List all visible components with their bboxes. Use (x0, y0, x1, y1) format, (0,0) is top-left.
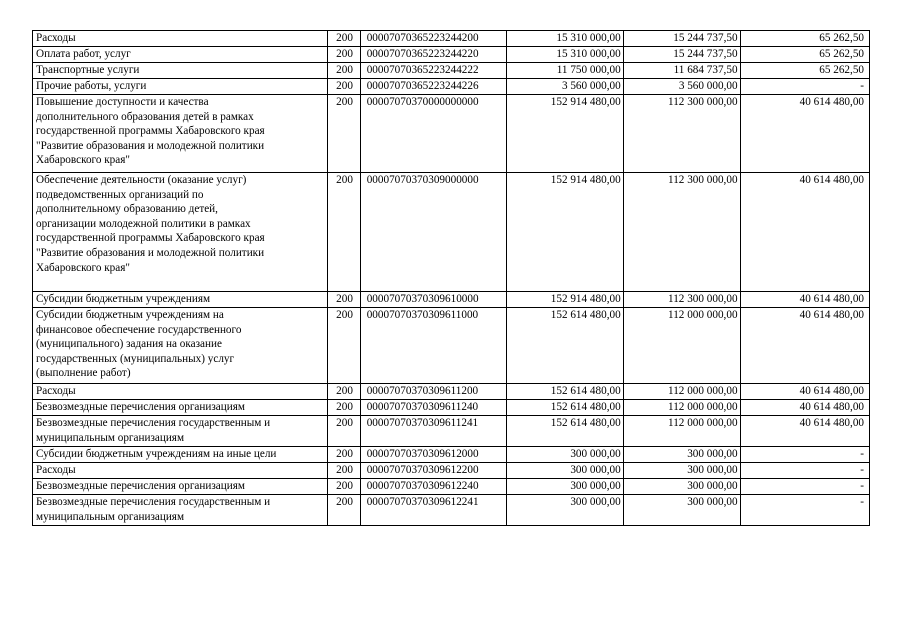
unexecuted-amount-cell: - (740, 463, 869, 479)
approved-amount-cell: 15 310 000,00 (506, 31, 623, 47)
approved-amount-cell: 152 914 480,00 (506, 95, 623, 173)
budget-table-body (33, 31, 870, 526)
expense-item-name-cell: Безвозмездные перечисления организациям (33, 400, 328, 416)
executed-amount-cell: 112 000 000,00 (623, 416, 740, 447)
approved-amount-cell: 152 614 480,00 (506, 400, 623, 416)
table-row (33, 173, 870, 292)
expense-item-name-cell: Повышение доступности и качества дополнительного образования детей в рамках государственной программы Хабаровского края "Развитие образования и молодежной политики Хабаровского края" (33, 95, 328, 173)
classification-code-cell: 00007070370309611241 (360, 416, 506, 447)
table-row (33, 416, 870, 447)
classification-code-cell: 00007070370309611000 (360, 308, 506, 384)
line-code-cell: 200 (328, 416, 360, 447)
unexecuted-amount-cell: 40 614 480,00 (740, 95, 869, 173)
classification-code-cell: 00007070370309612200 (360, 463, 506, 479)
expense-item-name-cell: Субсидии бюджетным учреждениям (33, 292, 328, 308)
approved-amount-cell: 15 310 000,00 (506, 47, 623, 63)
expense-item-name-cell: Безвозмездные перечисления государственным и муниципальным организациям (33, 495, 328, 526)
budget-execution-table (32, 30, 870, 526)
line-code-cell: 200 (328, 384, 360, 400)
line-code-cell: 200 (328, 308, 360, 384)
unexecuted-amount-cell: 65 262,50 (740, 63, 869, 79)
classification-code-cell: 00007070370309612000 (360, 447, 506, 463)
expense-item-name-cell: Обеспечение деятельности (оказание услуг) подведомственных организаций по дополнительному образованию детей, организации молодежной политики в рамках государственной программы Хабаровского края "Развитие образования и молодежной политики Хабаровского края" (33, 173, 328, 292)
classification-code-cell: 00007070370309611240 (360, 400, 506, 416)
table-row (33, 479, 870, 495)
unexecuted-amount-cell: 40 614 480,00 (740, 308, 869, 384)
executed-amount-cell: 112 000 000,00 (623, 308, 740, 384)
line-code-cell: 200 (328, 463, 360, 479)
table-row (33, 400, 870, 416)
unexecuted-amount-cell: 40 614 480,00 (740, 173, 869, 292)
classification-code-cell: 00007070370309000000 (360, 173, 506, 292)
classification-code-cell: 00007070365223244220 (360, 47, 506, 63)
executed-amount-cell: 300 000,00 (623, 495, 740, 526)
executed-amount-cell: 15 244 737,50 (623, 47, 740, 63)
unexecuted-amount-cell: 40 614 480,00 (740, 292, 869, 308)
executed-amount-cell: 112 300 000,00 (623, 173, 740, 292)
line-code-cell: 200 (328, 47, 360, 63)
line-code-cell: 200 (328, 173, 360, 292)
executed-amount-cell: 3 560 000,00 (623, 79, 740, 95)
classification-code-cell: 00007070370309610000 (360, 292, 506, 308)
approved-amount-cell: 3 560 000,00 (506, 79, 623, 95)
approved-amount-cell: 11 750 000,00 (506, 63, 623, 79)
expense-item-name-cell: Субсидии бюджетным учреждениям на иные цели (33, 447, 328, 463)
executed-amount-cell: 112 300 000,00 (623, 95, 740, 173)
approved-amount-cell: 300 000,00 (506, 463, 623, 479)
expense-item-name-cell: Расходы (33, 31, 328, 47)
line-code-cell: 200 (328, 495, 360, 526)
table-row (33, 95, 870, 173)
classification-code-cell: 00007070370309612240 (360, 479, 506, 495)
line-code-cell: 200 (328, 31, 360, 47)
unexecuted-amount-cell: 65 262,50 (740, 47, 869, 63)
unexecuted-amount-cell: 40 614 480,00 (740, 384, 869, 400)
executed-amount-cell: 300 000,00 (623, 479, 740, 495)
table-row (33, 495, 870, 526)
approved-amount-cell: 152 914 480,00 (506, 292, 623, 308)
line-code-cell: 200 (328, 79, 360, 95)
unexecuted-amount-cell: 40 614 480,00 (740, 400, 869, 416)
executed-amount-cell: 112 000 000,00 (623, 400, 740, 416)
expense-item-name-cell: Прочие работы, услуги (33, 79, 328, 95)
approved-amount-cell: 300 000,00 (506, 495, 623, 526)
unexecuted-amount-cell: - (740, 447, 869, 463)
executed-amount-cell: 112 000 000,00 (623, 384, 740, 400)
approved-amount-cell: 300 000,00 (506, 479, 623, 495)
classification-code-cell: 00007070365223244200 (360, 31, 506, 47)
expense-item-name-cell: Безвозмездные перечисления организациям (33, 479, 328, 495)
classification-code-cell: 00007070365223244222 (360, 63, 506, 79)
classification-code-cell: 00007070370309612241 (360, 495, 506, 526)
table-row (33, 79, 870, 95)
table-row (33, 463, 870, 479)
line-code-cell: 200 (328, 479, 360, 495)
line-code-cell: 200 (328, 447, 360, 463)
executed-amount-cell: 112 300 000,00 (623, 292, 740, 308)
approved-amount-cell: 152 614 480,00 (506, 416, 623, 447)
approved-amount-cell: 152 914 480,00 (506, 173, 623, 292)
expense-item-name-cell: Субсидии бюджетным учреждениям на финансовое обеспечение государственного (муниципального) задания на оказание государственных (муниципальных) услуг (выполнение работ) (33, 308, 328, 384)
line-code-cell: 200 (328, 63, 360, 79)
approved-amount-cell: 152 614 480,00 (506, 308, 623, 384)
line-code-cell: 200 (328, 95, 360, 173)
executed-amount-cell: 300 000,00 (623, 447, 740, 463)
table-row (33, 63, 870, 79)
unexecuted-amount-cell: - (740, 479, 869, 495)
executed-amount-cell: 15 244 737,50 (623, 31, 740, 47)
line-code-cell: 200 (328, 292, 360, 308)
unexecuted-amount-cell: 40 614 480,00 (740, 416, 869, 447)
unexecuted-amount-cell: - (740, 495, 869, 526)
table-row (33, 384, 870, 400)
table-row (33, 308, 870, 384)
expense-item-name-cell: Оплата работ, услуг (33, 47, 328, 63)
unexecuted-amount-cell: 65 262,50 (740, 31, 869, 47)
approved-amount-cell: 300 000,00 (506, 447, 623, 463)
unexecuted-amount-cell: - (740, 79, 869, 95)
approved-amount-cell: 152 614 480,00 (506, 384, 623, 400)
classification-code-cell: 00007070370309611200 (360, 384, 506, 400)
table-row (33, 447, 870, 463)
expense-item-name-cell: Расходы (33, 384, 328, 400)
table-row (33, 31, 870, 47)
line-code-cell: 200 (328, 400, 360, 416)
classification-code-cell: 00007070370000000000 (360, 95, 506, 173)
table-row (33, 47, 870, 63)
executed-amount-cell: 300 000,00 (623, 463, 740, 479)
table-row (33, 292, 870, 308)
expense-item-name-cell: Транспортные услуги (33, 63, 328, 79)
expense-item-name-cell: Расходы (33, 463, 328, 479)
expense-item-name-cell: Безвозмездные перечисления государственным и муниципальным организациям (33, 416, 328, 447)
classification-code-cell: 00007070365223244226 (360, 79, 506, 95)
executed-amount-cell: 11 684 737,50 (623, 63, 740, 79)
